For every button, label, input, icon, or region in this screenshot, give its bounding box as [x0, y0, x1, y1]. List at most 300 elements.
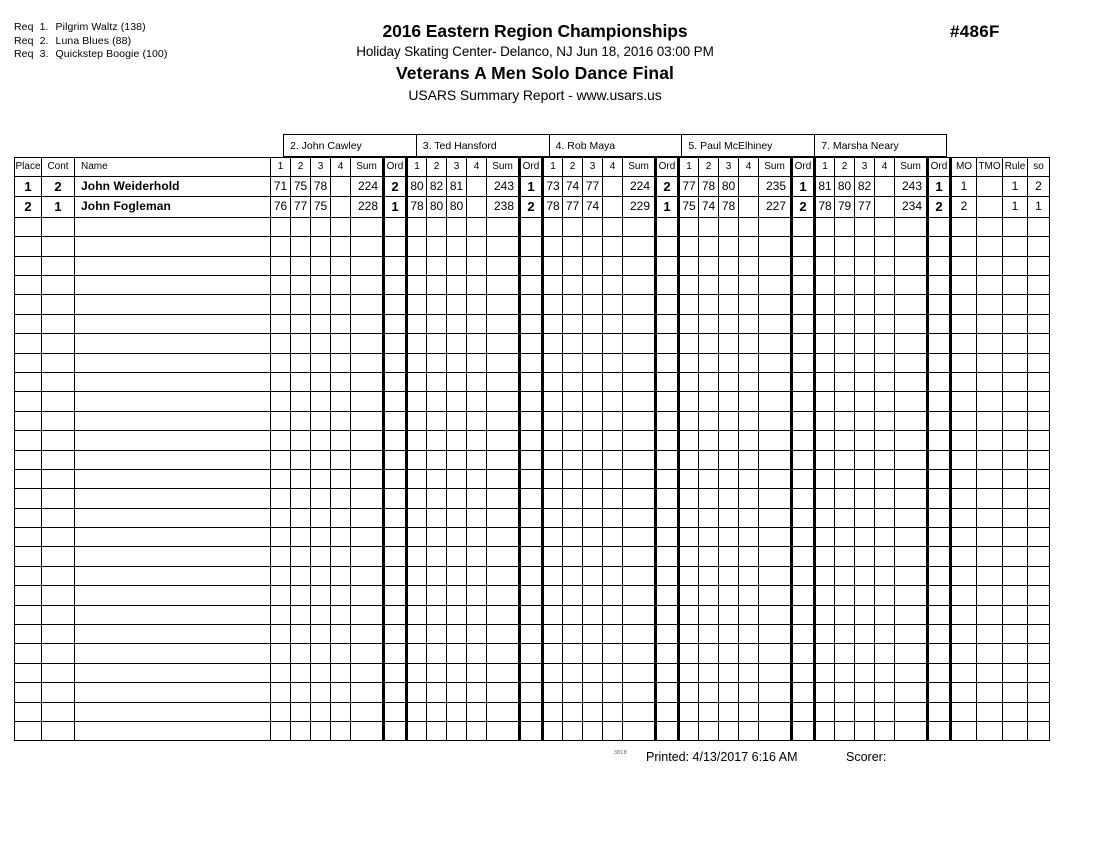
row-judge-score — [739, 197, 759, 217]
row-judge-ordinal — [656, 314, 679, 333]
row-judge-score — [311, 547, 331, 566]
row-judge-score — [467, 334, 487, 353]
row-judge-sum — [351, 644, 384, 663]
row-judge-score — [543, 295, 563, 314]
row-judge-sum — [351, 566, 384, 585]
row-judge-score — [815, 528, 835, 547]
row-judge-score — [679, 256, 699, 275]
row-judge-score — [679, 683, 699, 702]
row-judge-score: 80 — [427, 197, 447, 217]
row-rule — [1003, 663, 1028, 682]
row-judge-ordinal — [384, 334, 407, 353]
row-skater-name — [75, 702, 271, 721]
table-row-empty[interactable] — [15, 663, 1050, 682]
row-mo — [951, 702, 977, 721]
row-judge-score — [427, 411, 447, 430]
row-rule — [1003, 295, 1028, 314]
row-judge-score — [311, 275, 331, 294]
row-judge-sum — [351, 217, 384, 236]
row-judge-score — [543, 683, 563, 702]
row-tmo — [977, 237, 1003, 256]
row-judge-score — [679, 644, 699, 663]
row-judge-sum: 238 — [487, 197, 520, 217]
row-judge-sum — [623, 392, 656, 411]
row-judge-score — [739, 334, 759, 353]
row-judge-score: 76 — [271, 197, 291, 217]
row-judge-sum — [895, 566, 928, 585]
row-judge-score — [855, 721, 875, 740]
row-judge-score — [271, 392, 291, 411]
column-header-sum: Sum — [351, 158, 384, 177]
row-tmo — [977, 372, 1003, 391]
row-judge-score — [603, 450, 623, 469]
row-judge-score — [699, 411, 719, 430]
row-judge-score — [699, 586, 719, 605]
row-judge-ordinal — [928, 508, 951, 527]
row-judge-score — [875, 177, 895, 197]
row-place — [15, 411, 42, 430]
row-so — [1028, 217, 1050, 236]
row-judge-score — [467, 450, 487, 469]
row-judge-score — [543, 450, 563, 469]
row-judge-ordinal — [928, 450, 951, 469]
row-judge-score — [447, 528, 467, 547]
row-contestant-number — [42, 566, 75, 585]
row-judge-score — [563, 566, 583, 585]
row-judge-score — [583, 256, 603, 275]
row-contestant-number — [42, 217, 75, 236]
table-row[interactable] — [15, 177, 1050, 197]
row-tmo — [977, 702, 1003, 721]
row-judge-score — [271, 217, 291, 236]
row-judge-score — [543, 314, 563, 333]
row-judge-score — [311, 663, 331, 682]
table-row-empty[interactable] — [15, 644, 1050, 663]
row-judge-score — [271, 237, 291, 256]
row-judge-score — [447, 508, 467, 527]
column-header-score: 3 — [311, 158, 331, 177]
table-row-empty[interactable] — [15, 721, 1050, 740]
row-judge-score: 79 — [835, 197, 855, 217]
row-contestant-number: 1 — [42, 197, 75, 217]
row-judge-score — [875, 217, 895, 236]
row-judge-score — [311, 489, 331, 508]
row-judge-ordinal — [384, 217, 407, 236]
row-judge-score — [835, 353, 855, 372]
row-skater-name — [75, 508, 271, 527]
row-judge-score — [467, 489, 487, 508]
row-contestant-number — [42, 431, 75, 450]
row-judge-score: 80 — [407, 177, 427, 197]
row-judge-ordinal — [928, 489, 951, 508]
row-judge-score — [875, 528, 895, 547]
row-judge-score: 77 — [679, 177, 699, 197]
row-judge-score — [699, 644, 719, 663]
row-judge-sum — [759, 528, 792, 547]
row-judge-score — [563, 237, 583, 256]
row-so — [1028, 644, 1050, 663]
row-judge-score — [271, 372, 291, 391]
table-row-empty[interactable] — [15, 605, 1050, 624]
table-row-empty[interactable] — [15, 586, 1050, 605]
row-judge-score — [543, 217, 563, 236]
row-judge-score: 80 — [447, 197, 467, 217]
row-judge-score — [835, 275, 855, 294]
row-judge-score — [563, 625, 583, 644]
row-judge-sum — [351, 295, 384, 314]
row-judge-sum — [759, 702, 792, 721]
row-judge-ordinal — [520, 644, 543, 663]
row-judge-score — [563, 508, 583, 527]
row-judge-ordinal — [928, 314, 951, 333]
row-judge-ordinal — [792, 314, 815, 333]
row-judge-score — [603, 372, 623, 391]
row-judge-ordinal — [384, 721, 407, 740]
row-judge-score — [815, 586, 835, 605]
row-tmo — [977, 353, 1003, 372]
row-judge-score — [447, 314, 467, 333]
row-judge-score — [271, 275, 291, 294]
row-so — [1028, 275, 1050, 294]
row-judge-score — [583, 334, 603, 353]
row-judge-sum — [895, 605, 928, 624]
row-rule — [1003, 605, 1028, 624]
row-judge-score — [467, 314, 487, 333]
row-judge-score — [699, 256, 719, 275]
table-row-empty[interactable] — [15, 431, 1050, 450]
row-place — [15, 314, 42, 333]
row-contestant-number — [42, 411, 75, 430]
row-contestant-number — [42, 314, 75, 333]
row-judge-score — [835, 372, 855, 391]
row-judge-score — [291, 644, 311, 663]
row-judge-sum — [487, 625, 520, 644]
row-judge-ordinal: 1 — [656, 197, 679, 217]
row-judge-sum — [895, 683, 928, 702]
row-judge-ordinal: 2 — [384, 177, 407, 197]
table-row-empty[interactable] — [15, 217, 1050, 236]
row-judge-score — [407, 411, 427, 430]
row-judge-sum — [351, 547, 384, 566]
row-judge-score — [331, 411, 351, 430]
row-judge-score — [855, 392, 875, 411]
row-judge-score: 80 — [835, 177, 855, 197]
row-judge-sum — [759, 392, 792, 411]
row-judge-score — [427, 256, 447, 275]
table-row-empty[interactable] — [15, 547, 1050, 566]
row-judge-score — [563, 586, 583, 605]
row-rule: 1 — [1003, 197, 1028, 217]
column-header-score: 2 — [699, 158, 719, 177]
row-rule — [1003, 256, 1028, 275]
column-header-score: 4 — [331, 158, 351, 177]
row-judge-score — [699, 372, 719, 391]
row-judge-score — [719, 275, 739, 294]
row-judge-score — [563, 450, 583, 469]
row-judge-score — [719, 256, 739, 275]
row-judge-score: 74 — [699, 197, 719, 217]
row-judge-score — [815, 237, 835, 256]
row-judge-score — [291, 702, 311, 721]
row-judge-sum — [351, 450, 384, 469]
row-judge-sum — [623, 217, 656, 236]
row-judge-score — [467, 586, 487, 605]
row-judge-sum — [759, 334, 792, 353]
row-judge-sum — [895, 334, 928, 353]
row-judge-score — [739, 177, 759, 197]
table-row-empty[interactable] — [15, 334, 1050, 353]
row-judge-score — [719, 411, 739, 430]
row-judge-score — [311, 566, 331, 585]
row-judge-score — [271, 605, 291, 624]
row-judge-score — [815, 547, 835, 566]
row-judge-score — [427, 489, 447, 508]
table-row-empty[interactable] — [15, 508, 1050, 527]
row-judge-sum — [759, 644, 792, 663]
row-judge-score — [331, 372, 351, 391]
competition-title: 2016 Eastern Region Championships — [382, 21, 688, 41]
row-judge-sum — [487, 566, 520, 585]
row-judge-score — [331, 197, 351, 217]
row-judge-score — [875, 469, 895, 488]
row-judge-score — [855, 702, 875, 721]
row-judge-sum — [623, 528, 656, 547]
row-skater-name — [75, 392, 271, 411]
row-mo — [951, 237, 977, 256]
row-judge-sum — [351, 625, 384, 644]
row-judge-score — [291, 237, 311, 256]
table-row-empty[interactable] — [15, 237, 1050, 256]
row-skater-name — [75, 372, 271, 391]
row-judge-score — [311, 528, 331, 547]
table-row-empty[interactable] — [15, 411, 1050, 430]
requirement-dance-name: Pilgrim Waltz (138) — [55, 21, 146, 33]
table-row-empty[interactable] — [15, 372, 1050, 391]
row-place — [15, 334, 42, 353]
row-judge-score — [583, 547, 603, 566]
row-judge-score — [679, 469, 699, 488]
row-judge-score — [447, 334, 467, 353]
row-tmo — [977, 605, 1003, 624]
row-judge-sum — [895, 353, 928, 372]
table-row-empty[interactable] — [15, 489, 1050, 508]
row-skater-name — [75, 683, 271, 702]
row-judge-score — [291, 469, 311, 488]
row-rule — [1003, 508, 1028, 527]
table-row-empty[interactable] — [15, 392, 1050, 411]
column-header-tmo: TMO — [977, 158, 1003, 177]
row-judge-sum — [487, 702, 520, 721]
row-judge-ordinal — [928, 528, 951, 547]
table-row-empty[interactable] — [15, 566, 1050, 585]
row-judge-score — [427, 353, 447, 372]
row-rule — [1003, 237, 1028, 256]
row-judge-ordinal — [520, 431, 543, 450]
column-header-score: 3 — [447, 158, 467, 177]
table-row-empty[interactable] — [15, 256, 1050, 275]
row-so — [1028, 625, 1050, 644]
row-judge-score — [835, 663, 855, 682]
row-judge-sum — [623, 256, 656, 275]
row-judge-score — [815, 353, 835, 372]
table-row-empty[interactable] — [15, 528, 1050, 547]
row-judge-score — [719, 721, 739, 740]
row-judge-sum — [895, 702, 928, 721]
row-judge-score — [699, 566, 719, 585]
table-row-empty[interactable] — [15, 683, 1050, 702]
row-judge-score — [855, 508, 875, 527]
row-judge-score — [291, 295, 311, 314]
table-row-empty[interactable] — [15, 295, 1050, 314]
row-judge-score — [563, 663, 583, 682]
row-judge-score — [739, 625, 759, 644]
table-row-empty[interactable] — [15, 314, 1050, 333]
row-place: 1 — [15, 177, 42, 197]
row-judge-sum — [759, 450, 792, 469]
row-judge-score — [331, 508, 351, 527]
row-judge-score — [447, 217, 467, 236]
row-judge-score — [739, 663, 759, 682]
row-judge-score — [291, 275, 311, 294]
row-judge-score — [563, 275, 583, 294]
row-judge-sum: 234 — [895, 197, 928, 217]
row-judge-score — [679, 295, 699, 314]
row-judge-score — [815, 683, 835, 702]
row-judge-score — [271, 683, 291, 702]
row-judge-score — [331, 566, 351, 585]
table-row-empty[interactable] — [15, 275, 1050, 294]
row-judge-ordinal — [520, 663, 543, 682]
row-judge-score — [855, 663, 875, 682]
row-judge-score — [855, 644, 875, 663]
row-judge-score — [815, 392, 835, 411]
row-judge-score — [427, 314, 447, 333]
row-judge-ordinal — [520, 721, 543, 740]
row-judge-sum — [487, 469, 520, 488]
row-judge-score — [699, 721, 719, 740]
row-judge-score — [331, 450, 351, 469]
row-judge-score — [699, 392, 719, 411]
footer-printed: Printed: 4/13/2017 6:16 AM — [646, 750, 798, 764]
row-judge-sum — [895, 256, 928, 275]
row-skater-name — [75, 586, 271, 605]
row-place — [15, 372, 42, 391]
row-so — [1028, 528, 1050, 547]
row-so — [1028, 721, 1050, 740]
row-judge-score — [835, 702, 855, 721]
row-judge-score — [467, 469, 487, 488]
row-contestant-number — [42, 392, 75, 411]
row-judge-score — [467, 605, 487, 624]
row-contestant-number — [42, 508, 75, 527]
row-judge-score — [679, 625, 699, 644]
row-judge-score — [271, 353, 291, 372]
row-skater-name — [75, 431, 271, 450]
row-judge-score — [875, 237, 895, 256]
row-judge-sum — [895, 217, 928, 236]
row-judge-score — [543, 721, 563, 740]
table-row[interactable] — [15, 197, 1050, 217]
row-judge-score — [739, 566, 759, 585]
row-judge-sum — [623, 334, 656, 353]
row-skater-name: John Weiderhold — [75, 177, 271, 197]
table-row-empty[interactable] — [15, 353, 1050, 372]
table-row-empty[interactable] — [15, 702, 1050, 721]
row-judge-ordinal — [384, 489, 407, 508]
row-judge-score — [291, 314, 311, 333]
row-judge-score: 78 — [407, 197, 427, 217]
row-judge-score — [427, 683, 447, 702]
row-judge-sum — [759, 625, 792, 644]
row-judge-score — [679, 528, 699, 547]
row-judge-score — [407, 353, 427, 372]
row-judge-ordinal — [520, 683, 543, 702]
row-judge-score: 78 — [699, 177, 719, 197]
row-judge-ordinal — [384, 256, 407, 275]
row-judge-score — [563, 295, 583, 314]
table-row-empty[interactable] — [15, 625, 1050, 644]
row-judge-sum: 224 — [623, 177, 656, 197]
row-judge-ordinal — [928, 275, 951, 294]
row-judge-score — [427, 566, 447, 585]
row-judge-ordinal — [792, 334, 815, 353]
footer-version-code: 3818 — [614, 750, 628, 756]
row-judge-ordinal — [520, 295, 543, 314]
row-tmo — [977, 275, 1003, 294]
row-judge-score — [291, 353, 311, 372]
row-judge-score — [563, 489, 583, 508]
row-judge-sum — [623, 702, 656, 721]
row-judge-score — [467, 683, 487, 702]
row-so — [1028, 431, 1050, 450]
row-rule — [1003, 469, 1028, 488]
column-header-score: 4 — [603, 158, 623, 177]
row-judge-score — [603, 547, 623, 566]
row-judge-score — [855, 566, 875, 585]
row-judge-score — [427, 586, 447, 605]
row-judge-score — [679, 605, 699, 624]
row-judge-score — [331, 702, 351, 721]
row-judge-score — [543, 489, 563, 508]
row-judge-score: 81 — [815, 177, 835, 197]
row-place — [15, 605, 42, 624]
column-header-name: Name — [75, 158, 271, 177]
table-row-empty[interactable] — [15, 450, 1050, 469]
row-judge-score — [875, 392, 895, 411]
row-judge-score — [603, 663, 623, 682]
row-judge-ordinal — [928, 625, 951, 644]
row-judge-score — [583, 702, 603, 721]
row-place — [15, 469, 42, 488]
row-judge-score — [447, 411, 467, 430]
row-judge-score — [679, 372, 699, 391]
row-judge-score — [583, 237, 603, 256]
table-row-empty[interactable] — [15, 469, 1050, 488]
row-judge-score: 81 — [447, 177, 467, 197]
row-judge-ordinal — [520, 256, 543, 275]
row-judge-score — [603, 197, 623, 217]
requirement-line — [14, 48, 167, 62]
row-judge-score — [271, 450, 291, 469]
row-judge-score — [447, 547, 467, 566]
row-judge-score — [291, 217, 311, 236]
row-judge-sum: 228 — [351, 197, 384, 217]
row-judge-ordinal — [520, 566, 543, 585]
row-rule — [1003, 334, 1028, 353]
column-header-rule: Rule — [1003, 158, 1028, 177]
row-so — [1028, 547, 1050, 566]
row-judge-score — [331, 177, 351, 197]
